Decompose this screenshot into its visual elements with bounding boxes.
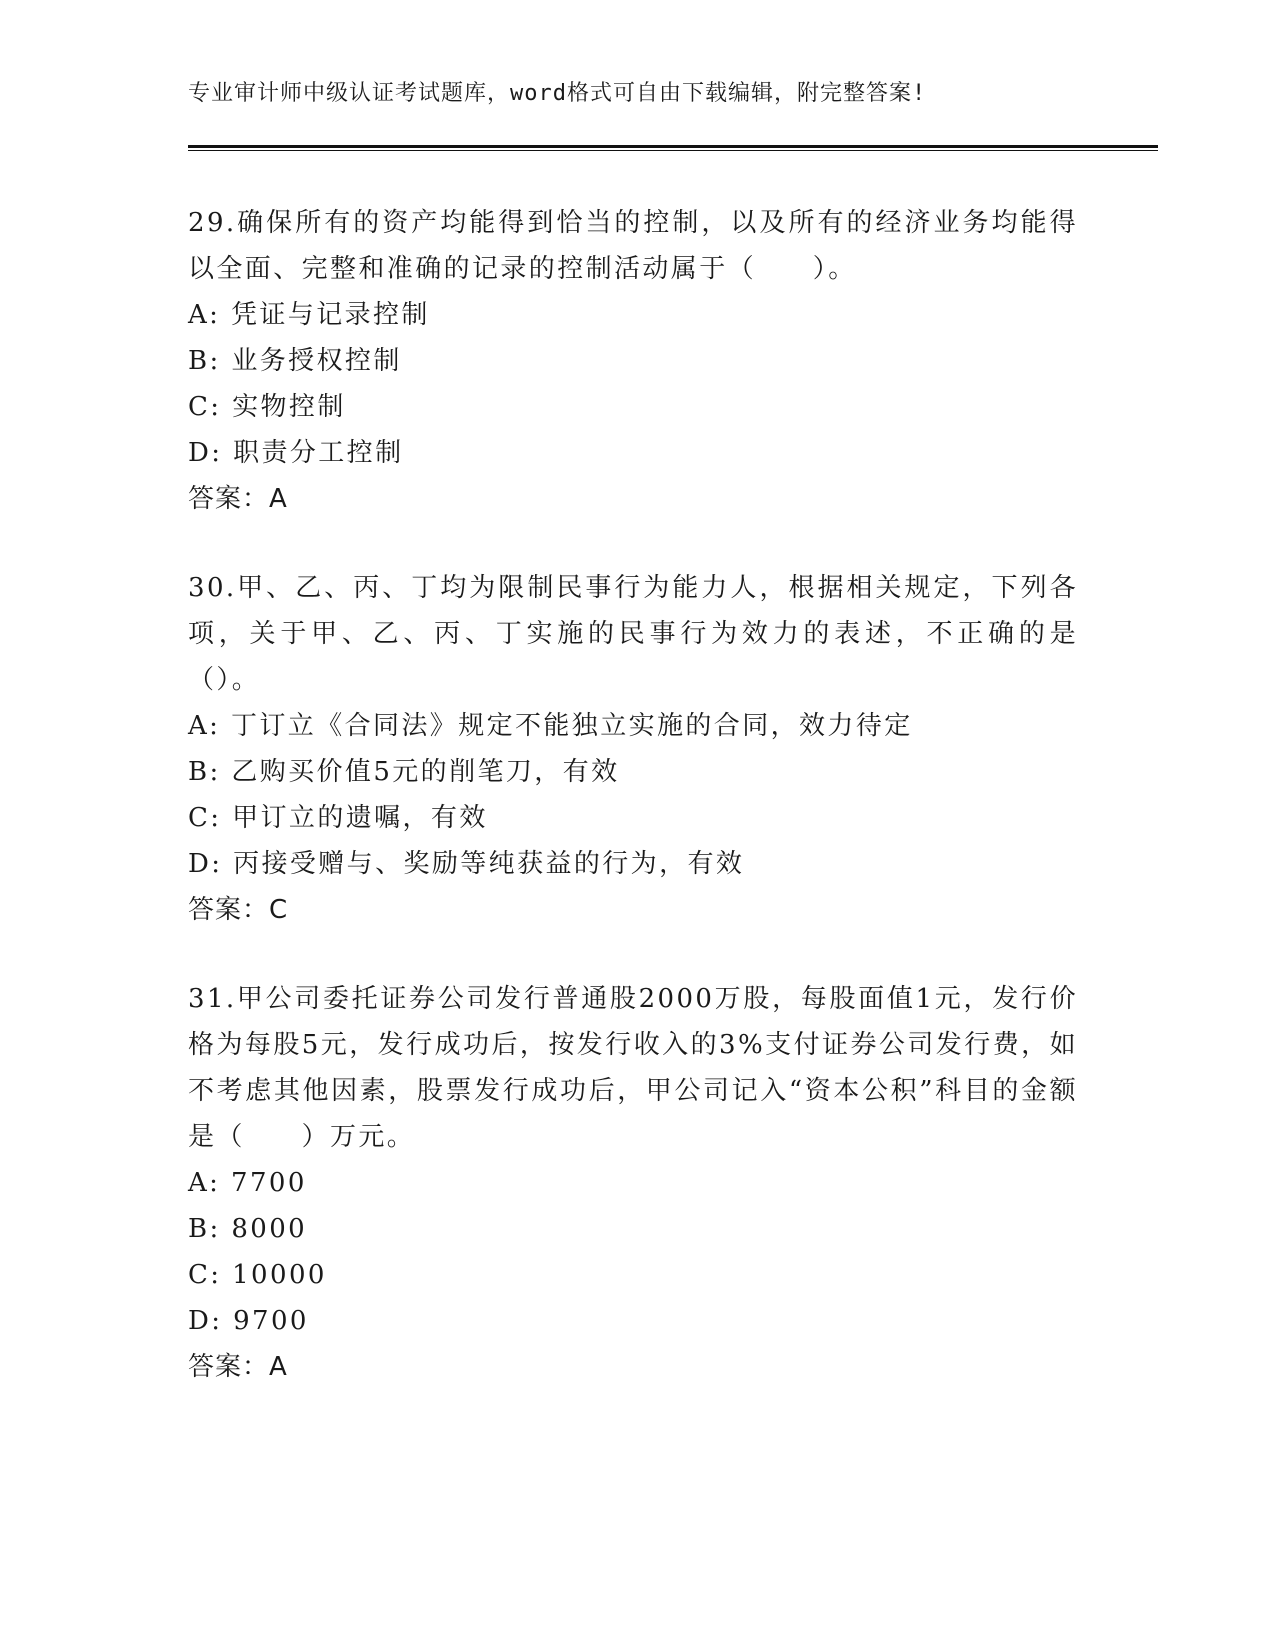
option-d: D: 职责分工控制 xyxy=(188,438,404,468)
header-divider-thick xyxy=(188,145,1158,148)
question-31 xyxy=(188,976,1078,1390)
question-29 xyxy=(188,200,1078,522)
question-stem: 30.甲、乙、丙、丁均为限制民事行为能力人，根据相关规定，下列各项，关于甲、乙、丙、丁实施的民事行为效力的表述，不正确的是（）。 xyxy=(188,573,1078,695)
option-b: B: 业务授权控制 xyxy=(188,346,402,376)
question-stem: 31.甲公司委托证券公司发行普通股2000万股，每股面值1元，发行价格为每股5元，发行成功后，按发行收入的3%支付证券公司发行费，如不考虑其他因素，股票发行成功后，甲公司记入“资本公积”科目的金额是（ ）万元。 xyxy=(188,984,1078,1152)
page-header: 专业审计师中级认证考试题库，word格式可自由下载编辑，附完整答案! xyxy=(188,81,927,106)
header-divider-thin xyxy=(188,150,1158,151)
option-a: A: 丁订立《合同法》规定不能独立实施的合同，效力待定 xyxy=(188,711,913,741)
question-stem: 29.确保所有的资产均能得到恰当的控制，以及所有的经济业务均能得以全面、完整和准确的记录的控制活动属于（ ）。 xyxy=(188,208,1078,284)
option-c: C: 实物控制 xyxy=(188,392,346,422)
option-c: C: 10000 xyxy=(188,1260,327,1290)
option-b: B: 8000 xyxy=(188,1214,308,1244)
question-30 xyxy=(188,565,1078,933)
option-c: C: 甲订立的遗嘱，有效 xyxy=(188,803,488,833)
option-d: D: 9700 xyxy=(188,1306,309,1336)
option-d: D: 丙接受赠与、奖励等纯获益的行为，有效 xyxy=(188,849,745,879)
option-b: B: 乙购买价值5元的削笔刀，有效 xyxy=(188,757,620,787)
answer: 答案：A xyxy=(188,1352,288,1382)
answer: 答案：C xyxy=(188,895,289,925)
option-a: A: 7700 xyxy=(188,1168,307,1198)
option-a: A: 凭证与记录控制 xyxy=(188,300,430,330)
answer: 答案：A xyxy=(188,484,288,514)
